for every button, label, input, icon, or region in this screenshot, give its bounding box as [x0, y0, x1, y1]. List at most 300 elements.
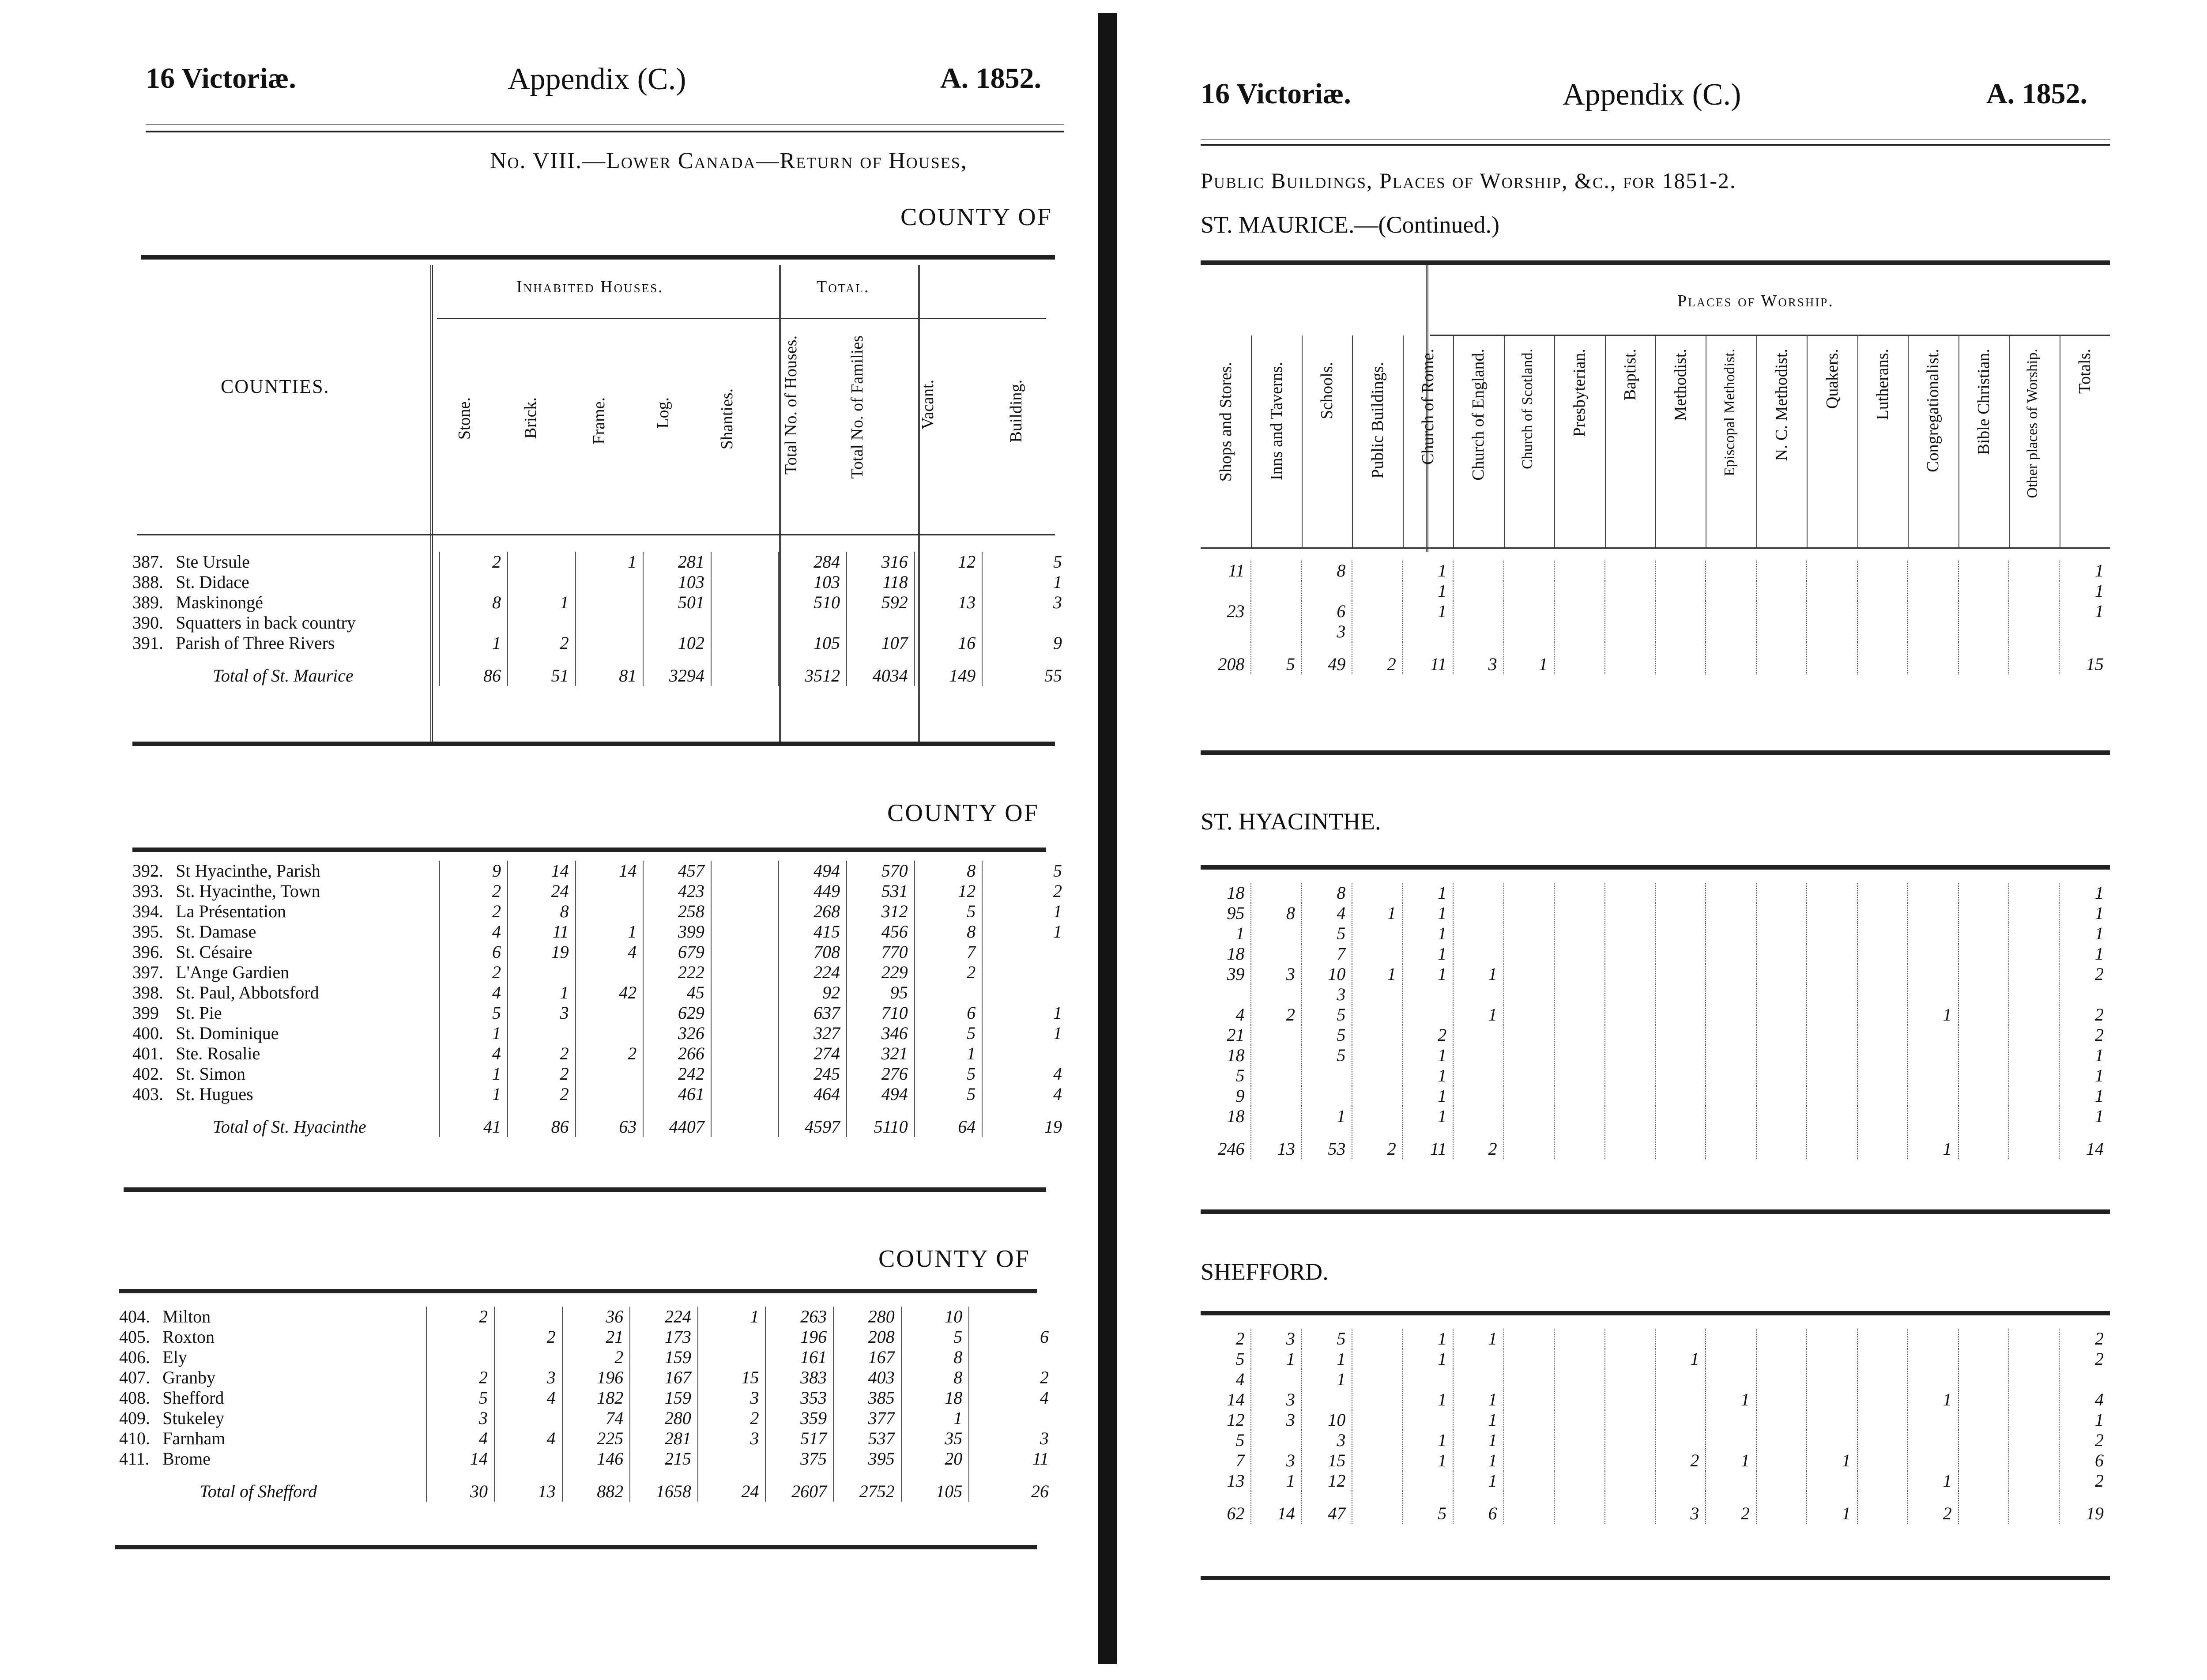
data-cell: 5 — [1235, 1430, 1245, 1450]
data-cell: 1 — [2059, 903, 2110, 923]
data-cell — [1554, 1491, 1604, 1524]
data-cell — [1554, 1349, 1604, 1369]
data-cell — [1857, 1045, 1908, 1066]
data-cell: 49 — [1302, 642, 1352, 674]
data-cell — [1655, 1045, 1706, 1066]
col-header: Bible Christian. — [1974, 349, 1993, 455]
data-cell — [1352, 1390, 1402, 1410]
data-cell — [1554, 1106, 1604, 1126]
data-cell — [1807, 1066, 1857, 1086]
data-cell: 39 — [1227, 964, 1245, 984]
data-cell: 4 — [969, 1388, 1055, 1408]
data-cell: 263 — [765, 1307, 833, 1327]
data-cell: 4 — [440, 1043, 508, 1064]
data-cell: 1 — [1504, 642, 1554, 674]
data-cell — [711, 1064, 779, 1084]
data-cell — [711, 1084, 779, 1104]
table-row — [132, 881, 1068, 901]
data-cell: 1 — [1403, 1106, 1453, 1126]
data-cell — [1504, 601, 1554, 622]
col-divider — [1807, 335, 1808, 547]
data-cell — [508, 962, 576, 983]
data-cell: 321 — [847, 1043, 915, 1064]
data-cell — [1807, 1025, 1857, 1045]
data-cell — [1453, 601, 1503, 622]
data-cell — [1251, 1106, 1301, 1126]
total-cell: 24 — [698, 1469, 766, 1502]
data-cell — [1352, 1005, 1402, 1025]
data-cell — [1756, 622, 1807, 642]
data-cell — [1756, 581, 1807, 601]
data-cell — [1453, 883, 1503, 903]
data-cell: 1 — [1908, 1390, 1958, 1410]
data-cell — [1403, 1005, 1453, 1025]
data-cell — [1352, 1045, 1402, 1066]
data-cell — [711, 1043, 779, 1064]
row-number: 397. — [132, 962, 163, 982]
data-cell — [1352, 561, 1402, 581]
data-cell — [1554, 1450, 1604, 1471]
data-cell — [2009, 1410, 2059, 1430]
data-cell: 8 — [1251, 903, 1301, 923]
data-cell — [1453, 1045, 1503, 1066]
data-cell — [1857, 923, 1908, 944]
data-cell — [1857, 903, 1908, 923]
data-cell: 4 — [494, 1388, 562, 1408]
data-cell — [1605, 1491, 1655, 1524]
table-row — [1201, 581, 2110, 601]
table-title: No. VIII.—Lower Canada—Return of Houses, — [490, 148, 968, 173]
data-cell: 182 — [562, 1388, 630, 1408]
data-cell — [1554, 1066, 1604, 1086]
header-center: Appendix (C.) — [1563, 78, 1741, 112]
data-cell — [1554, 1329, 1604, 1349]
table-row — [1201, 883, 2110, 903]
col-header: Inns and Taverns. — [1267, 362, 1286, 480]
data-cell — [1504, 581, 1554, 601]
table-row — [1201, 1086, 2110, 1106]
data-cell — [1807, 1045, 1857, 1066]
data-cell: 10 — [1302, 964, 1352, 984]
data-cell — [1605, 561, 1655, 581]
data-cell — [1857, 1106, 1908, 1126]
data-cell — [1857, 1329, 1908, 1349]
data-cell: 2 — [1908, 1491, 1958, 1524]
data-cell: 118 — [847, 572, 915, 592]
data-cell — [1403, 1369, 1453, 1390]
data-cell — [1958, 883, 2009, 903]
data-cell — [1807, 903, 1857, 923]
data-cell — [1857, 1450, 1908, 1471]
col-header: Schools. — [1318, 362, 1337, 419]
data-cell: 3 — [698, 1428, 766, 1449]
data-cell: 327 — [779, 1023, 847, 1043]
data-cell: 1 — [440, 1023, 508, 1043]
data-cell — [1958, 622, 2009, 642]
row-number: 408. — [119, 1388, 150, 1408]
data-cell — [1706, 903, 1756, 923]
data-cell: 2 — [576, 1043, 644, 1064]
data-cell: 53 — [1302, 1126, 1352, 1159]
table-row — [1201, 1045, 2110, 1066]
data-cell: 15 — [2059, 642, 2110, 674]
data-cell — [1807, 1410, 1857, 1430]
data-cell: 92 — [779, 983, 847, 1003]
data-cell: 1 — [2059, 1106, 2110, 1126]
data-cell — [2009, 642, 2059, 674]
data-cell — [2009, 1045, 2059, 1066]
data-cell — [1554, 601, 1604, 622]
data-cell — [1655, 1369, 1706, 1390]
data-cell — [576, 1064, 644, 1084]
data-cell — [1605, 944, 1655, 964]
col-header: Episcopal Methodist. — [1721, 349, 1738, 476]
col-divider — [1302, 335, 1303, 547]
data-cell — [440, 613, 508, 633]
data-cell: 18 — [1227, 1045, 1245, 1065]
table-row — [132, 592, 1068, 613]
data-cell: 3 — [1251, 1410, 1301, 1430]
data-cell: 6 — [2059, 1450, 2110, 1471]
data-cell: 5 — [1235, 1349, 1245, 1369]
data-cell: 4 — [1235, 1005, 1245, 1025]
data-cell — [1958, 581, 2009, 601]
table-row — [119, 1307, 1055, 1327]
data-cell — [1655, 1005, 1706, 1025]
total-cell: 3512 — [779, 653, 847, 686]
data-cell — [1706, 944, 1756, 964]
data-cell: 461 — [643, 1084, 711, 1104]
total-cell: 882 — [562, 1469, 630, 1502]
section-title-st-hyacinthe: ST. HYACINTHE. — [1201, 808, 1381, 835]
col-header: Shops and Stores. — [1216, 362, 1235, 482]
col-header: Baptist. — [1620, 349, 1639, 401]
data-cell — [576, 1084, 644, 1104]
col-header-shanties: Shanties. — [718, 388, 736, 450]
data-cell — [1251, 883, 1301, 903]
data-cell — [1807, 1329, 1857, 1349]
locality-name: Squatters in back country — [176, 613, 356, 633]
locality-name: La Présentation — [176, 901, 286, 921]
data-cell — [2009, 964, 2059, 984]
data-cell — [1857, 1349, 1908, 1369]
table-row — [1201, 1450, 2110, 1471]
data-cell — [1807, 1369, 1857, 1390]
data-cell: 1 — [1403, 903, 1453, 923]
data-cell: 2 — [698, 1408, 766, 1428]
data-cell — [1908, 984, 1958, 1005]
data-cell: 2 — [2059, 1005, 2110, 1025]
data-cell — [711, 983, 779, 1003]
total-row — [1201, 1491, 2110, 1524]
table-top-rule — [1201, 865, 2110, 870]
data-cell: 47 — [1302, 1491, 1352, 1524]
data-cell — [1605, 1430, 1655, 1450]
data-cell — [1807, 923, 1857, 944]
table-row — [119, 1408, 1055, 1428]
data-cell — [1857, 1066, 1908, 1086]
data-cell — [1251, 984, 1301, 1005]
col-header-brick: Brick. — [521, 397, 540, 439]
data-cell — [1706, 1045, 1756, 1066]
data-cell: 353 — [765, 1388, 833, 1408]
right-page — [1121, 0, 2207, 1680]
data-cell: 2 — [1453, 1126, 1503, 1159]
data-cell: 1 — [2059, 944, 2110, 964]
data-cell — [1908, 1349, 1958, 1369]
data-cell — [1504, 1430, 1554, 1450]
data-cell — [1605, 1066, 1655, 1086]
data-cell: 2 — [2059, 1025, 2110, 1045]
locality-name: St. Didace — [176, 572, 249, 592]
row-number: 390. — [132, 613, 163, 633]
data-cell: 10 — [901, 1307, 969, 1327]
data-cell — [1605, 1410, 1655, 1430]
table-row — [119, 1388, 1055, 1408]
data-cell — [1655, 1086, 1706, 1106]
data-cell: 1 — [1453, 964, 1503, 984]
data-cell — [1655, 923, 1706, 944]
data-cell: 1 — [2059, 601, 2110, 622]
data-cell — [1554, 642, 1604, 674]
data-cell: 3 — [426, 1408, 494, 1428]
data-cell: 2 — [982, 881, 1068, 901]
table-row — [132, 962, 1068, 983]
data-cell: 103 — [779, 572, 847, 592]
total-cell: 2752 — [833, 1469, 901, 1502]
data-cell: 359 — [765, 1408, 833, 1428]
data-cell: 45 — [643, 983, 711, 1003]
data-cell — [1857, 1369, 1908, 1390]
data-cell: 225 — [562, 1428, 630, 1449]
data-cell: 629 — [643, 1003, 711, 1023]
table-row — [132, 1003, 1068, 1023]
locality-name: St. Césaire — [176, 942, 252, 962]
worship-table-st-maurice — [1201, 561, 2110, 674]
total-cell: 4597 — [779, 1104, 847, 1137]
data-cell — [1958, 1410, 2009, 1430]
table-row — [119, 1449, 1055, 1469]
data-cell: 537 — [833, 1428, 901, 1449]
header-rule — [1201, 138, 2110, 146]
data-cell: 1 — [982, 922, 1068, 942]
data-cell — [1453, 1369, 1503, 1390]
data-cell: 2 — [440, 962, 508, 983]
data-cell: 167 — [630, 1367, 698, 1388]
data-cell — [1706, 1066, 1756, 1086]
data-cell — [1958, 1349, 2009, 1369]
table-row — [1201, 1066, 2110, 1086]
data-cell: 14 — [576, 861, 644, 881]
data-cell — [1807, 964, 1857, 984]
data-cell: 1 — [1403, 944, 1453, 964]
data-cell: 2 — [440, 552, 508, 572]
county-of-label: COUNTY OF — [887, 799, 1039, 827]
data-cell: 1 — [1302, 1349, 1352, 1369]
data-cell — [2059, 984, 2110, 1005]
row-number: 401. — [132, 1043, 163, 1063]
data-cell: 2 — [915, 962, 983, 983]
data-cell — [1655, 601, 1706, 622]
data-cell: 6 — [1302, 601, 1352, 622]
data-cell: 11 — [1228, 561, 1245, 580]
data-cell: 1 — [915, 1043, 983, 1064]
table-row — [1201, 1390, 2110, 1410]
data-cell — [1504, 561, 1554, 581]
data-cell: 1 — [1453, 1329, 1503, 1349]
data-cell — [576, 962, 644, 983]
data-cell: 8 — [901, 1367, 969, 1388]
data-cell — [1605, 642, 1655, 674]
data-cell — [1655, 984, 1706, 1005]
data-cell — [1908, 964, 1958, 984]
section-title-shefford: SHEFFORD. — [1201, 1258, 1329, 1285]
data-cell: 3 — [1655, 1491, 1706, 1524]
data-cell — [2009, 1106, 2059, 1126]
data-cell — [1605, 1450, 1655, 1471]
data-cell — [1706, 1126, 1756, 1159]
data-cell — [1352, 622, 1402, 642]
data-cell — [2009, 601, 2059, 622]
data-cell: 1 — [1908, 1005, 1958, 1025]
data-cell — [1504, 944, 1554, 964]
table-row — [1201, 1329, 2110, 1349]
data-cell: 1 — [1302, 1369, 1352, 1390]
data-cell — [1706, 1329, 1756, 1349]
data-cell — [1958, 1005, 2009, 1025]
row-number: 388. — [132, 572, 163, 592]
data-cell: 3 — [1453, 642, 1503, 674]
data-cell: 8 — [1302, 561, 1352, 581]
data-cell — [1756, 1329, 1807, 1349]
data-cell — [1655, 883, 1706, 903]
data-cell — [1756, 1369, 1807, 1390]
data-cell: 415 — [779, 922, 847, 942]
col-header-vacant: Vacant. — [919, 380, 937, 429]
data-cell — [1756, 1106, 1807, 1126]
table-row — [1201, 1410, 2110, 1430]
data-cell: 2 — [1235, 1329, 1245, 1349]
data-cell — [1504, 1369, 1554, 1390]
data-cell: 8 — [508, 901, 576, 922]
header-right: A. 1852. — [1986, 78, 2088, 110]
data-cell — [1807, 944, 1857, 964]
data-cell: 1 — [982, 1003, 1068, 1023]
data-cell: 7 — [1235, 1450, 1245, 1470]
data-cell — [1251, 923, 1301, 944]
data-cell — [1756, 1491, 1807, 1524]
data-cell — [1958, 923, 2009, 944]
data-cell: 510 — [779, 592, 847, 613]
data-cell — [1352, 1025, 1402, 1045]
data-cell: 2 — [1251, 1005, 1301, 1025]
data-cell — [576, 592, 644, 613]
data-cell: 1 — [982, 572, 1068, 592]
data-cell — [1504, 1349, 1554, 1369]
data-cell — [1958, 1045, 2009, 1066]
data-cell — [1554, 964, 1604, 984]
col-header-building: Building. — [1007, 380, 1025, 443]
data-cell: 5 — [1302, 1025, 1352, 1045]
data-cell — [1908, 1329, 1958, 1349]
data-cell: 6 — [969, 1327, 1055, 1347]
data-cell: 42 — [576, 983, 644, 1003]
data-cell: 196 — [562, 1367, 630, 1388]
data-cell: 1 — [698, 1307, 766, 1327]
data-cell — [2059, 622, 2110, 642]
col-header-total-families: Total No. of Families — [848, 335, 866, 479]
data-cell: 7 — [915, 942, 983, 962]
data-cell — [982, 613, 1068, 633]
table-row — [1201, 903, 2110, 923]
data-cell: 2 — [1352, 642, 1402, 674]
data-cell: 2 — [426, 1367, 494, 1388]
data-cell: 457 — [643, 861, 711, 881]
data-cell — [426, 1347, 494, 1367]
data-cell — [1807, 601, 1857, 622]
row-number: 411. — [119, 1449, 150, 1469]
data-cell: 494 — [847, 1084, 915, 1104]
data-cell — [1756, 883, 1807, 903]
data-cell — [1352, 944, 1402, 964]
data-cell — [1504, 1390, 1554, 1410]
data-cell: 14 — [508, 861, 576, 881]
data-cell: 1 — [1655, 1349, 1706, 1369]
data-cell: 105 — [779, 633, 847, 653]
header-center: Appendix (C.) — [508, 62, 686, 96]
data-cell — [1605, 1471, 1655, 1491]
data-cell — [1352, 923, 1402, 944]
data-cell: 14 — [2059, 1126, 2110, 1159]
data-cell — [2009, 944, 2059, 964]
row-number: 391. — [132, 633, 163, 653]
col-divider — [1403, 335, 1404, 547]
data-cell — [1857, 1390, 1908, 1410]
data-cell — [1605, 1329, 1655, 1349]
table-row — [132, 1064, 1068, 1084]
total-cell: 13 — [494, 1469, 562, 1502]
data-cell: 710 — [847, 1003, 915, 1023]
data-cell — [982, 942, 1068, 962]
header-right: A. 1852. — [940, 62, 1042, 94]
data-cell: 74 — [562, 1408, 630, 1428]
locality-name: St. Paul, Abbotsford — [176, 983, 319, 1002]
data-cell — [1958, 964, 2009, 984]
data-cell: 708 — [779, 942, 847, 962]
data-cell — [1857, 1410, 1908, 1430]
data-cell — [1251, 622, 1301, 642]
total-row — [1201, 1126, 2110, 1159]
data-cell: 246 — [1218, 1139, 1245, 1159]
data-cell — [1756, 642, 1807, 674]
col-header-stone: Stone. — [455, 397, 474, 440]
data-cell: 3 — [494, 1367, 562, 1388]
data-cell: 5 — [1302, 1045, 1352, 1066]
data-cell — [1453, 1106, 1503, 1126]
houses-table-st-hyacinthe — [132, 861, 1068, 1137]
data-cell — [1857, 561, 1908, 581]
data-cell — [576, 572, 644, 592]
data-cell — [1554, 1430, 1604, 1450]
data-cell — [2009, 1471, 2059, 1491]
data-cell — [1251, 1086, 1301, 1106]
data-cell: 423 — [643, 881, 711, 901]
data-cell — [1807, 1471, 1857, 1491]
data-cell — [1504, 1450, 1554, 1471]
subtitle: Public Buildings, Places of Worship, &c., for 1851-2. — [1201, 168, 1736, 193]
data-cell: 224 — [779, 962, 847, 983]
table-top-rule — [1201, 260, 2110, 265]
